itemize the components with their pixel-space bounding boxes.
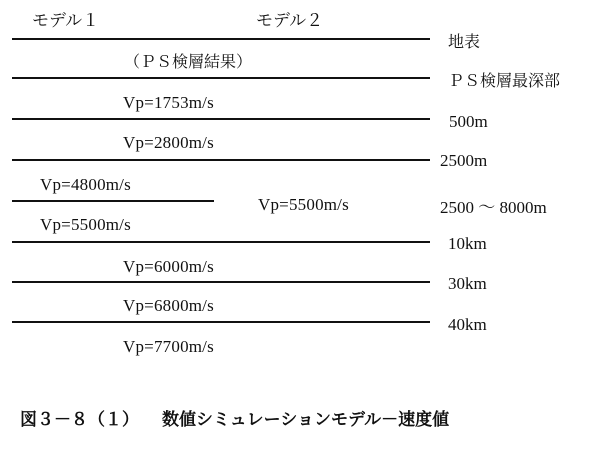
depth-label-surface: 地表 [448, 32, 481, 51]
velocity-layer4: Vp=6000m/s [123, 257, 214, 276]
velocity-layer5: Vp=6800m/s [123, 296, 214, 315]
ps-result-label: （ＰＳ検層結果） [124, 52, 253, 71]
boundary-30km-line [12, 281, 430, 283]
model1-internal-boundary-line [12, 200, 214, 202]
velocity-model2-block: Vp=5500m/s [258, 195, 349, 214]
velocity-layer2: Vp=2800m/s [123, 133, 214, 152]
boundary-10km-line [12, 241, 430, 243]
surface-line [12, 38, 430, 40]
velocity-layer6: Vp=7700m/s [123, 337, 214, 356]
boundary-40km-line [12, 321, 430, 323]
depth-label-30km: 30km [448, 274, 487, 293]
velocity-model1-upper: Vp=4800m/s [40, 175, 131, 194]
depth-label-2500m: 2500m [440, 151, 488, 170]
figure-number: 図３－８（１） [20, 410, 139, 430]
depth-label-ps-deepest: ＰＳ検層最深部 [448, 71, 561, 90]
ps-deepest-line [12, 77, 430, 79]
model2-header: モデル２ [256, 11, 324, 31]
figure-title: 数値シミュレーションモデル－速度値 [162, 410, 450, 430]
depth-label-40km: 40km [448, 315, 487, 334]
velocity-layer1: Vp=1753m/s [123, 93, 214, 112]
boundary-2500m-line [12, 159, 430, 161]
depth-label-10km: 10km [448, 234, 487, 253]
boundary-500m-line [12, 118, 430, 120]
depth-label-500m: 500m [449, 112, 488, 131]
velocity-model1-lower: Vp=5500m/s [40, 215, 131, 234]
model1-header: モデル１ [32, 11, 100, 31]
depth-label-range: 2500 ～ 8000m [440, 198, 547, 217]
